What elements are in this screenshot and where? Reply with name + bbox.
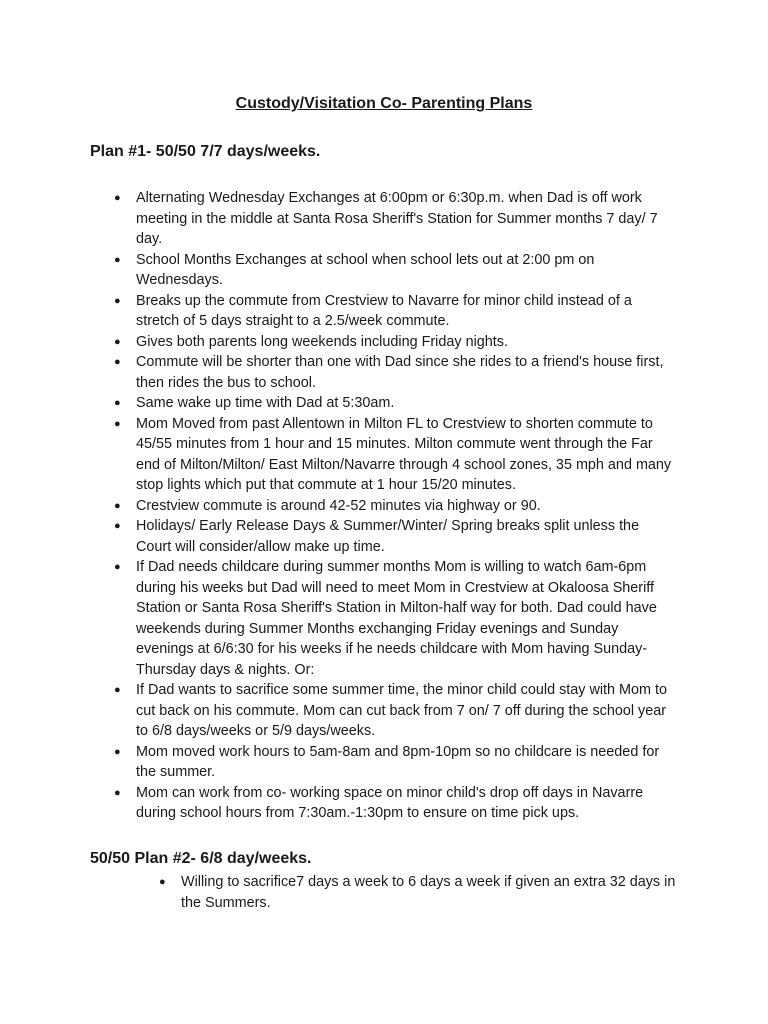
document-title: Custody/Visitation Co- Parenting Plans [235,95,533,112]
bullet-icon: ● [114,356,121,368]
list-item [114,188,676,250]
list-item [114,783,676,824]
list-item-text: Alternating Wednesday Exchanges at 6:00pm or 6:30p.m. when Dad is off work meeting in the middle at Santa Rosa Sheriff's Station for Summer months 7 day/ 7 day. [136,190,658,247]
list-item-text: Crestview commute is around 42-52 minutes via highway or 90. [136,497,541,514]
list-item [114,352,676,393]
list-item [114,742,676,783]
list-item-text: Mom Moved from past Allentown in Milton FL to Crestview to shorten commute to 45/55 minutes from 1 hour and 15 minutes. Milton commute went through the Far end of Milton/Milton/ East Milton/Navarre through 4 school zones, 35 mph and many stop lights which put that commute at 1 hour 15/20 minutes. [136,415,672,493]
list-item [114,291,676,332]
bullet-icon: ● [114,786,121,799]
plan1-bullet-list [114,188,676,824]
list-item-text: Mom moved work hours to 5am-8am and 8pm-10pm so no childcare is needed for the summer. [136,743,660,780]
list-item [114,496,676,517]
list-item-text: If Dad wants to sacrifice some summer time, the minor child could stay with Mom to cut back on his commute. Mom can cut back from 7 on/ 7 off during the school year to 6/8 days/weeks or 5/9 days/weeks. [136,682,668,739]
list-item-text: Holidays/ Early Release Days & Summer/Winter/ Spring breaks split unless the Court will consider/allow make up time. [136,518,640,555]
bullet-icon: ● [114,417,121,430]
list-item-text: School Months Exchanges at school when school lets out at 2:00 pm on Wednesdays. [136,251,595,288]
list-item [114,393,676,414]
bullet-icon: ● [114,520,121,532]
list-item-text: Breaks up the commute from Crestview to Navarre for minor child instead of a stretch of 5 days straight to a 2.5/week commute. [136,292,632,329]
plan2-bullet-list [159,872,677,913]
list-item [114,332,676,353]
list-item [114,557,676,680]
list-item-text: Gives both parents long weekends including Friday nights. [136,333,508,350]
bullet-icon: ● [114,335,121,348]
bullet-icon: ● [114,253,121,266]
list-item-text: If Dad needs childcare during summer months Mom is willing to watch 6am-6pm during his weeks but Dad will need to meet Mom in Crestview at Okaloosa Sheriff Station or Santa Rosa Sheriff's Station in Milton-half way for both. Dad could have weekends during Summer Months exchanging Friday evenings and Sunday evenings at 6/6:30 for his weeks if he needs childcare with Mom having Sunday-Thursday days & nights. Or: [136,559,657,678]
bullet-icon: ● [114,499,121,512]
bullet-icon: ● [114,397,121,409]
list-item [114,516,676,557]
plan1-heading: Plan #1- 50/50 7/7 days/weeks. [90,143,321,160]
list-item [159,872,677,913]
list-item [114,414,676,496]
list-item [114,680,676,742]
plan2-heading: 50/50 Plan #2- 6/8 day/weeks. [90,850,312,867]
list-item-text: Willing to sacrifice7 days a week to 6 days a week if given an extra 32 days in the Summers. [181,874,676,911]
bullet-icon: ● [114,684,121,696]
bullet-icon: ● [114,561,121,573]
bullet-icon: ● [114,192,121,204]
bullet-icon: ● [114,745,121,758]
list-item [114,250,676,291]
list-item-text: Same wake up time with Dad at 5:30am. [136,395,395,411]
bullet-icon: ● [159,876,166,888]
list-item-text: Mom can work from co- working space on minor child's drop off days in Navarre during school hours from 7:30am.-1:30pm to ensure on time pick ups. [136,784,644,821]
list-item-text: Commute will be shorter than one with Dad since she rides to a friend's house first, then rides the bus to school. [136,354,664,391]
bullet-icon: ● [114,294,121,307]
